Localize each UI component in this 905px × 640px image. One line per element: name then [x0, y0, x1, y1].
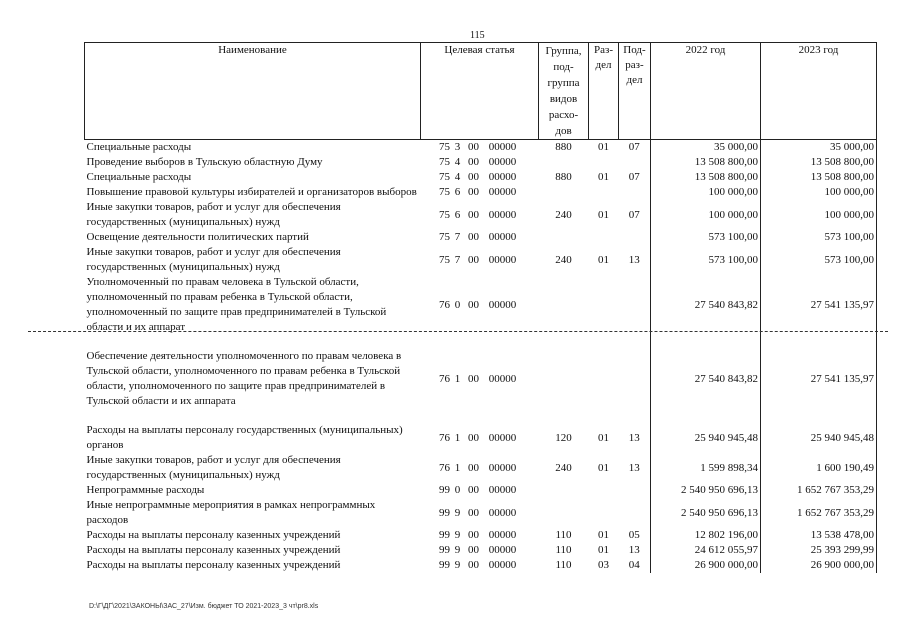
- row-amount-2022: 26 900 000,00: [651, 558, 761, 573]
- target-article-part: 00000: [488, 208, 517, 221]
- target-article-part: 00000: [488, 171, 517, 183]
- row-podrazdel: 07: [628, 208, 640, 221]
- target-article-part: 0: [454, 298, 461, 311]
- row-amount-2023: 13 508 800,00: [761, 155, 877, 170]
- target-article-part: 00: [468, 186, 479, 198]
- row-target-article: [421, 200, 539, 230]
- target-article-part: 1: [454, 372, 461, 385]
- target-article-part: 00: [468, 559, 479, 571]
- row-amount-2022: 1 599 898,34: [651, 453, 761, 483]
- target-article-part: 76: [439, 372, 450, 385]
- target-article-part: 00000: [488, 506, 517, 519]
- row-group: 240: [555, 461, 572, 474]
- row-amount-2023: 13 508 800,00: [761, 170, 877, 185]
- row-name: Специальные расходы: [86, 141, 192, 153]
- target-article-part: 99: [439, 484, 450, 496]
- table-row: [85, 230, 877, 245]
- target-article-part: 00000: [488, 186, 517, 198]
- row-name: Иные закупки товаров, работ и услуг для обеспечения государственных (муниципальных) нужд: [86, 201, 341, 228]
- row-podrazdel: [619, 335, 651, 409]
- row-razdel: [589, 155, 619, 170]
- target-article-part: 00: [468, 372, 479, 385]
- row-podrazdel: [619, 275, 651, 335]
- row-amount-2023: 100 000,00: [761, 200, 877, 230]
- row-amount-2022: 24 612 055,97: [651, 543, 761, 558]
- row-name: Обеспечение деятельности уполномоченного по правам человека в Тульской области, уполномоченного по правам ребенка в Тульской области, уполномоченного по защите прав предпринимателей в Тульской области и их аппарата: [86, 350, 402, 407]
- row-podrazdel: 13: [628, 253, 640, 266]
- row-target-article: [421, 543, 539, 558]
- target-article-part: 75: [439, 208, 450, 221]
- row-amount-2023: 1 652 767 353,29: [761, 483, 877, 498]
- page-break-line: [28, 331, 888, 332]
- row-amount-2022: 573 100,00: [651, 245, 761, 275]
- header-podrazdel: Под- раз- дел: [619, 43, 651, 140]
- row-razdel: 01: [598, 208, 609, 221]
- header-group: Группа, под- группа видов расхо- дов: [539, 43, 589, 140]
- row-podrazdel: 13: [628, 544, 640, 556]
- row-amount-2023: 13 538 478,00: [761, 528, 877, 543]
- target-article-part: 00000: [488, 231, 517, 243]
- row-razdel: 01: [598, 141, 609, 153]
- target-article-part: 7: [454, 253, 461, 266]
- row-group: 110: [555, 529, 572, 541]
- row-name: Иные закупки товаров, работ и услуг для обеспечения государственных (муниципальных) нужд: [86, 246, 341, 273]
- row-amount-2022: 35 000,00: [651, 140, 761, 156]
- row-group: [539, 185, 589, 200]
- target-article-part: 00: [468, 253, 479, 266]
- row-group: [539, 275, 589, 335]
- row-amount-2023: 100 000,00: [761, 185, 877, 200]
- row-group: [539, 483, 589, 498]
- target-article-part: 00000: [488, 544, 517, 556]
- target-article-part: 00: [468, 484, 479, 496]
- target-article-part: 99: [439, 506, 450, 519]
- row-target-article: [421, 498, 539, 528]
- row-amount-2022: 2 540 950 696,13: [651, 483, 761, 498]
- row-amount-2022: 12 802 196,00: [651, 528, 761, 543]
- table-row: [85, 498, 877, 528]
- target-article-part: 00000: [488, 141, 517, 153]
- row-group: [539, 230, 589, 245]
- row-razdel: 03: [598, 559, 609, 571]
- row-razdel: 01: [598, 461, 609, 474]
- table-body: [85, 140, 877, 574]
- target-article-part: 00000: [488, 298, 517, 311]
- target-article-part: 99: [439, 529, 450, 541]
- row-amount-2022: 27 540 843,82: [651, 335, 761, 409]
- table-row: [85, 483, 877, 498]
- target-article-part: 75: [439, 253, 450, 266]
- row-amount-2023: 25 393 299,99: [761, 543, 877, 558]
- row-group: 880: [555, 171, 572, 183]
- header-razdel: Раз- дел: [589, 43, 619, 140]
- target-article-part: 00: [468, 529, 479, 541]
- row-razdel: [589, 275, 619, 335]
- target-article-part: 0: [454, 484, 461, 496]
- target-article-part: 6: [454, 186, 461, 198]
- row-amount-2023: 27 541 135,97: [761, 335, 877, 409]
- row-amount-2023: 1 600 190,49: [761, 453, 877, 483]
- row-target-article: [421, 140, 539, 156]
- row-razdel: [589, 230, 619, 245]
- row-target-article: [421, 528, 539, 543]
- row-group: 120: [555, 431, 572, 444]
- target-article-part: 99: [439, 559, 450, 571]
- row-podrazdel: 13: [628, 431, 640, 444]
- row-name: Иные непрограммные мероприятия в рамках непрограммных расходов: [86, 499, 376, 526]
- table-row: [85, 245, 877, 275]
- target-article-part: 99: [439, 544, 450, 556]
- row-razdel: [589, 185, 619, 200]
- table-row: [85, 170, 877, 185]
- target-article-part: 00: [468, 431, 479, 444]
- target-article-part: 00: [468, 171, 479, 183]
- row-amount-2022: 13 508 800,00: [651, 155, 761, 170]
- table-row: [85, 275, 877, 335]
- page-number: 115: [470, 30, 485, 41]
- row-podrazdel: [619, 185, 651, 200]
- target-article-part: 9: [454, 544, 461, 556]
- row-amount-2023: 26 900 000,00: [761, 558, 877, 573]
- target-article-part: 1: [454, 461, 461, 474]
- target-article-part: 00: [468, 506, 479, 519]
- row-name: Иные закупки товаров, работ и услуг для обеспечения государственных (муниципальных) нужд: [86, 454, 341, 481]
- row-podrazdel: [619, 155, 651, 170]
- table-row: [85, 528, 877, 543]
- target-article-part: 00000: [488, 529, 517, 541]
- target-article-part: 76: [439, 298, 450, 311]
- table-row: [85, 335, 877, 409]
- row-group: 240: [555, 208, 572, 221]
- row-group: 880: [555, 141, 572, 153]
- target-article-part: 00: [468, 544, 479, 556]
- row-amount-2022: 13 508 800,00: [651, 170, 761, 185]
- row-amount-2023: 35 000,00: [761, 140, 877, 156]
- row-name: Проведение выборов в Тульскую областную Думу: [86, 156, 323, 168]
- row-razdel: 01: [598, 171, 609, 183]
- row-target-article: [421, 230, 539, 245]
- target-article-part: 75: [439, 231, 450, 243]
- row-name: Непрограммные расходы: [86, 484, 205, 496]
- row-razdel: 01: [598, 529, 609, 541]
- target-article-part: 75: [439, 156, 450, 168]
- row-razdel: [589, 335, 619, 409]
- row-amount-2022: 27 540 843,82: [651, 275, 761, 335]
- row-amount-2023: 25 940 945,48: [761, 409, 877, 453]
- table-row: [85, 185, 877, 200]
- target-article-part: 00000: [488, 372, 517, 385]
- target-article-part: 9: [454, 506, 461, 519]
- target-article-part: 00: [468, 461, 479, 474]
- target-article-part: 75: [439, 171, 450, 183]
- row-target-article: [421, 409, 539, 453]
- row-name: Расходы на выплаты персоналу казенных учреждений: [86, 544, 341, 556]
- target-article-part: 7: [454, 231, 461, 243]
- row-amount-2023: 573 100,00: [761, 245, 877, 275]
- row-amount-2023: 27 541 135,97: [761, 275, 877, 335]
- target-article-part: 00000: [488, 484, 517, 496]
- row-amount-2022: 100 000,00: [651, 185, 761, 200]
- row-razdel: [589, 483, 619, 498]
- target-article-part: 3: [454, 141, 461, 153]
- target-article-part: 00000: [488, 156, 517, 168]
- row-amount-2022: 100 000,00: [651, 200, 761, 230]
- row-name: Уполномоченный по правам человека в Тульской области, уполномоченный по правам ребенка в Тульской области, уполномоченный по защите прав предпринимателей в Тульской области и их аппарат: [86, 276, 387, 333]
- row-name: Повышение правовой культуры избирателей и организаторов выборов: [86, 186, 417, 198]
- row-group: [539, 155, 589, 170]
- row-target-article: [421, 453, 539, 483]
- row-target-article: [421, 185, 539, 200]
- row-podrazdel: [619, 230, 651, 245]
- row-group: 110: [555, 544, 572, 556]
- row-razdel: 01: [598, 431, 609, 444]
- row-razdel: [589, 498, 619, 528]
- table-row: [85, 200, 877, 230]
- row-target-article: [421, 275, 539, 335]
- target-article-part: 00000: [488, 431, 517, 444]
- row-name: Расходы на выплаты персоналу казенных учреждений: [86, 559, 341, 571]
- row-name: Расходы на выплаты персоналу казенных учреждений: [86, 529, 341, 541]
- table-row: [85, 558, 877, 573]
- row-name: Освещение деятельности политических партий: [86, 231, 309, 243]
- row-razdel: 01: [598, 544, 609, 556]
- target-article-part: 75: [439, 186, 450, 198]
- row-target-article: [421, 558, 539, 573]
- row-name: Расходы на выплаты персоналу государственных (муниципальных) органов: [86, 424, 403, 451]
- row-podrazdel: 07: [628, 171, 640, 183]
- header-name: Наименование: [85, 43, 421, 140]
- row-target-article: [421, 483, 539, 498]
- table-row: [85, 543, 877, 558]
- row-amount-2023: 1 652 767 353,29: [761, 498, 877, 528]
- table-row: [85, 409, 877, 453]
- target-article-part: 00: [468, 231, 479, 243]
- row-group: [539, 498, 589, 528]
- target-article-part: 00000: [488, 461, 517, 474]
- footer-file-path: D:\Г\ДГ\2021\ЗАКОНЫ\ЗАС_27\Изм. бюджет ТО 2021-2023_3 чт\pr8.xls: [89, 603, 319, 610]
- row-group: [539, 335, 589, 409]
- target-article-part: 9: [454, 559, 461, 571]
- row-target-article: [421, 170, 539, 185]
- target-article-part: 9: [454, 529, 461, 541]
- target-article-part: 00: [468, 141, 479, 153]
- target-article-part: 00: [468, 208, 479, 221]
- row-amount-2022: 2 540 950 696,13: [651, 498, 761, 528]
- row-amount-2022: 573 100,00: [651, 230, 761, 245]
- target-article-part: 76: [439, 431, 450, 444]
- target-article-part: 4: [454, 156, 461, 168]
- target-article-part: 00000: [488, 559, 517, 571]
- row-group: 110: [555, 559, 572, 571]
- header-year-2023: 2023 год: [761, 43, 877, 140]
- header-target-article: Целевая статья: [421, 43, 539, 140]
- target-article-part: 4: [454, 171, 461, 183]
- row-target-article: [421, 245, 539, 275]
- target-article-part: 00000: [488, 253, 517, 266]
- table-row: [85, 453, 877, 483]
- row-target-article: [421, 155, 539, 170]
- row-podrazdel: [619, 483, 651, 498]
- row-group: 240: [555, 253, 572, 266]
- row-amount-2022: 25 940 945,48: [651, 409, 761, 453]
- target-article-part: 1: [454, 431, 461, 444]
- row-podrazdel: [619, 498, 651, 528]
- row-podrazdel: 04: [628, 559, 640, 571]
- target-article-part: 6: [454, 208, 461, 221]
- target-article-part: 76: [439, 461, 450, 474]
- row-podrazdel: 05: [628, 529, 640, 541]
- target-article-part: 00: [468, 298, 479, 311]
- table-row: [85, 155, 877, 170]
- target-article-part: 00: [468, 156, 479, 168]
- header-year-2022: 2022 год: [651, 43, 761, 140]
- table-row: [85, 140, 877, 156]
- row-amount-2023: 573 100,00: [761, 230, 877, 245]
- budget-table: [84, 42, 877, 573]
- row-razdel: 01: [598, 253, 609, 266]
- table-header-row: [85, 43, 877, 140]
- row-podrazdel: 13: [628, 461, 640, 474]
- target-article-part: 75: [439, 141, 450, 153]
- row-target-article: [421, 335, 539, 409]
- row-name: Специальные расходы: [86, 171, 192, 183]
- row-podrazdel: 07: [628, 141, 640, 153]
